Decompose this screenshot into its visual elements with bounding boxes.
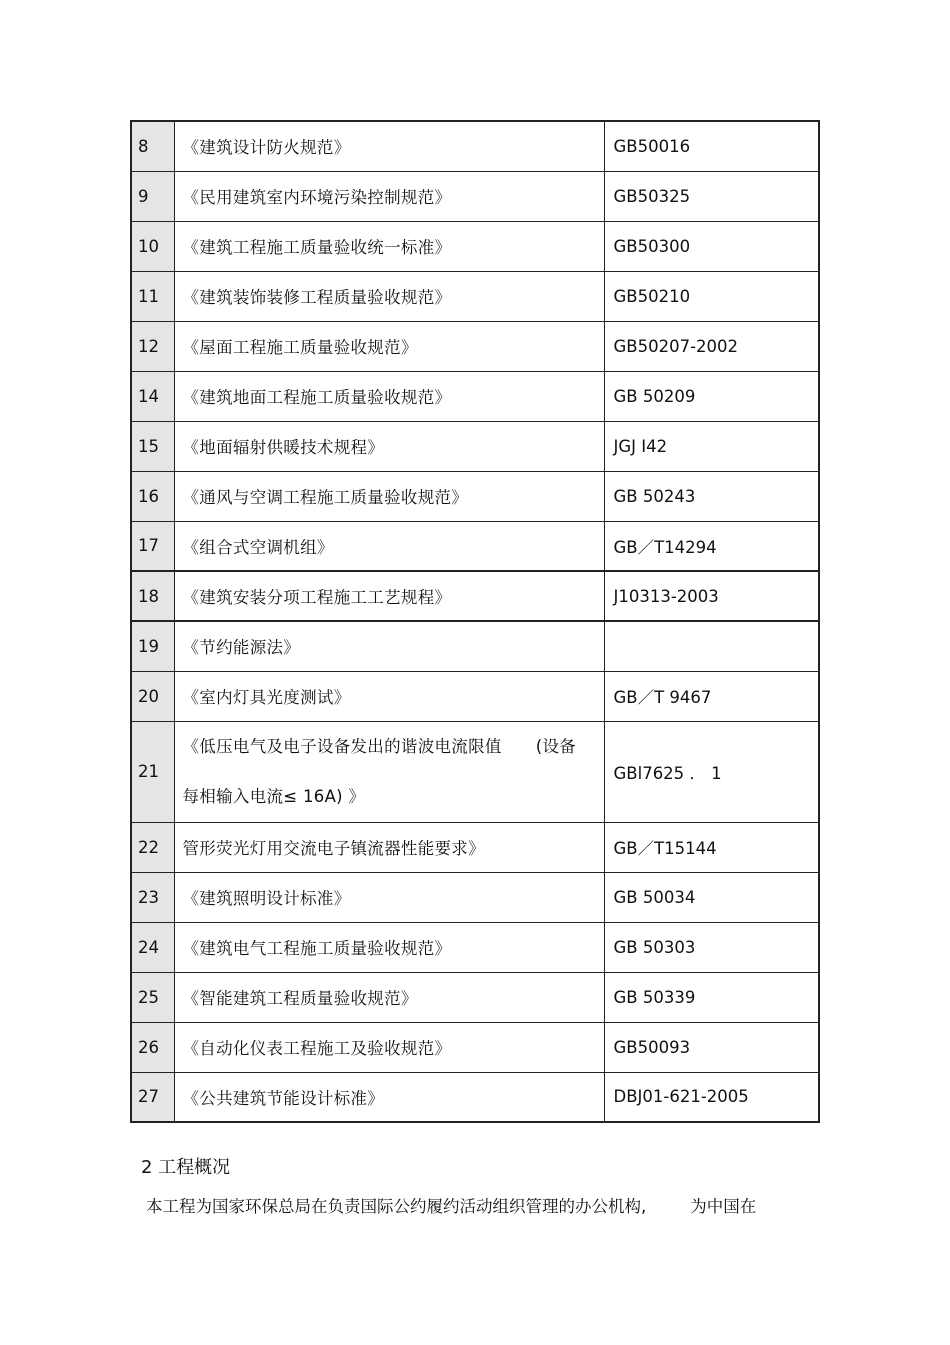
standard-title: 《建筑安装分项工程施工工艺规程》 <box>174 571 604 621</box>
standard-title: 《建筑电气工程施工质量验收规范》 <box>174 922 604 972</box>
table-row <box>131 621 819 671</box>
standard-code: GB50300 <box>604 221 819 271</box>
standard-title: 《室内灯具光度测试》 <box>174 671 604 721</box>
paragraph-text: 本工程为国家环保总局在负责国际公约履约活动组织管理的办公机构, <box>146 1197 647 1216</box>
row-number: 27 <box>131 1072 174 1122</box>
standard-title: 《建筑设计防火规范》 <box>174 121 604 171</box>
table-row <box>131 822 819 872</box>
row-number: 16 <box>131 471 174 521</box>
table-row <box>131 271 819 321</box>
table-row <box>131 371 819 421</box>
table-row <box>131 421 819 471</box>
section-paragraph <box>146 1193 826 1217</box>
table-row <box>131 1022 819 1072</box>
standard-title: 《地面辐射供暖技术规程》 <box>174 421 604 471</box>
standard-title: 《建筑照明设计标准》 <box>174 872 604 922</box>
standard-code: GB50325 <box>604 171 819 221</box>
standard-title: 《建筑工程施工质量验收统一标准》 <box>174 221 604 271</box>
row-number: 15 <box>131 421 174 471</box>
section-heading: 2 工程概况 <box>141 1157 231 1178</box>
row-number: 21 <box>131 721 174 822</box>
standard-title: 《建筑装饰装修工程质量验收规范》 <box>174 271 604 321</box>
standard-code: GB／T15144 <box>604 822 819 872</box>
table-row <box>131 671 819 721</box>
row-number: 24 <box>131 922 174 972</box>
standard-title: 《节约能源法》 <box>174 621 604 671</box>
table-row <box>131 221 819 271</box>
table-row <box>131 471 819 521</box>
row-number: 18 <box>131 571 174 621</box>
row-number: 22 <box>131 822 174 872</box>
row-number: 14 <box>131 371 174 421</box>
row-number: 26 <box>131 1022 174 1072</box>
table-row <box>131 121 819 171</box>
standard-code: GB50093 <box>604 1022 819 1072</box>
table-row <box>131 571 819 621</box>
table-row <box>131 521 819 571</box>
row-number: 25 <box>131 972 174 1022</box>
table-row <box>131 972 819 1022</box>
row-number: 20 <box>131 671 174 721</box>
standard-code: GB 50034 <box>604 872 819 922</box>
standard-title: 《民用建筑室内环境污染控制规范》 <box>174 171 604 221</box>
table-row <box>131 721 819 822</box>
standards-table <box>130 120 820 1123</box>
standard-title <box>174 721 604 822</box>
table-row <box>131 922 819 972</box>
standard-code: GB 50243 <box>604 471 819 521</box>
standard-code: GB 50209 <box>604 371 819 421</box>
standard-code: GB 50303 <box>604 922 819 972</box>
row-number: 12 <box>131 321 174 371</box>
table-row <box>131 171 819 221</box>
row-number: 19 <box>131 621 174 671</box>
standard-title-line-tail: (设备 <box>535 736 577 756</box>
standard-title-line <box>183 722 604 772</box>
standard-code: GB50210 <box>604 271 819 321</box>
standard-title-line-text: 《低压电气及电子设备发出的谐波电流限值 <box>182 736 502 756</box>
table-row <box>131 872 819 922</box>
standard-title-line: 每相输入电流≤ 16A) 》 <box>182 786 366 806</box>
standard-code: JGJ I42 <box>604 421 819 471</box>
standard-title: 《建筑地面工程施工质量验收规范》 <box>174 371 604 421</box>
standard-title: 《自动化仪表工程施工及验收规范》 <box>174 1022 604 1072</box>
standard-title: 《组合式空调机组》 <box>174 521 604 571</box>
standard-code: DBJ01-621-2005 <box>604 1072 819 1122</box>
standard-title: 《通风与空调工程施工质量验收规范》 <box>174 471 604 521</box>
standard-code <box>604 621 819 671</box>
standard-code: GBl7625 ． 1 <box>604 721 819 822</box>
standard-code: GB 50339 <box>604 972 819 1022</box>
row-number: 17 <box>131 521 174 571</box>
standard-code: GB50207-2002 <box>604 321 819 371</box>
paragraph-text-tail: 为中国在 <box>690 1197 757 1216</box>
standard-code: GB50016 <box>604 121 819 171</box>
row-number: 8 <box>131 121 174 171</box>
table-row <box>131 1072 819 1122</box>
table-row <box>131 321 819 371</box>
standard-code: J10313-2003 <box>604 571 819 621</box>
standard-title: 《智能建筑工程质量验收规范》 <box>174 972 604 1022</box>
standard-title: 管形荧光灯用交流电子镇流器性能要求》 <box>174 822 604 872</box>
standard-title: 《屋面工程施工质量验收规范》 <box>174 321 604 371</box>
row-number: 9 <box>131 171 174 221</box>
standard-code: GB／T14294 <box>604 521 819 571</box>
row-number: 10 <box>131 221 174 271</box>
standard-code: GB／T 9467 <box>604 671 819 721</box>
standards-table-body <box>131 121 819 1122</box>
standard-title: 《公共建筑节能设计标准》 <box>174 1072 604 1122</box>
row-number: 23 <box>131 872 174 922</box>
row-number: 11 <box>131 271 174 321</box>
